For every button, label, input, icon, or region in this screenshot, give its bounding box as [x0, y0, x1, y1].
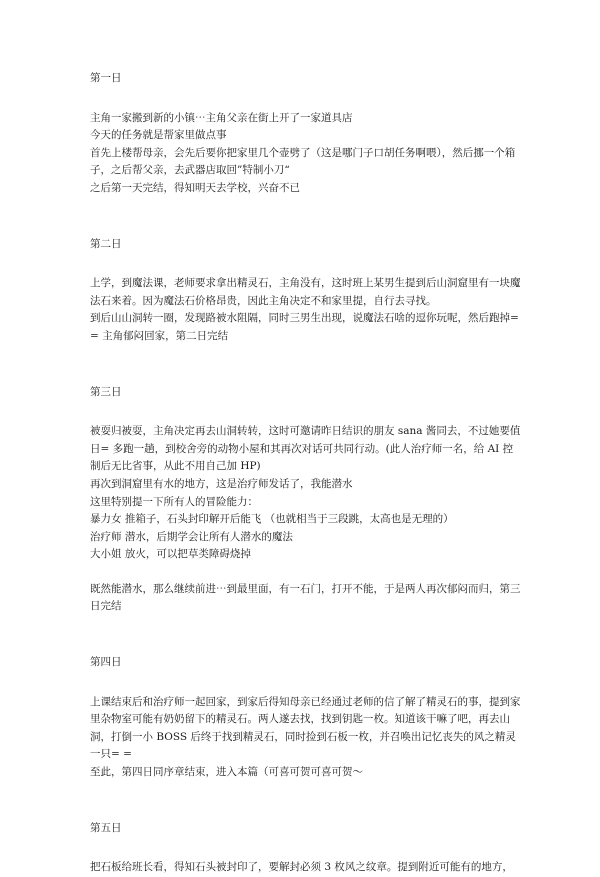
section-day-4 [90, 654, 522, 782]
section-title: 第二日 [90, 237, 122, 250]
paragraph-line: 暴力女 推箱子，石头封印解开后能飞 （也就相当于三段跳，太高也是无理的） [90, 513, 454, 526]
paragraph-line: 既然能潜水，那么继续前进⋯到最里面，有一石门，打开不能，于是两人再次郁闷而归，第三日完结 [90, 582, 521, 613]
paragraph-line: 被耍归被耍，主角决定再去山洞转转，这时可邀请昨日结识的朋友 sana 酱同去，不过她要值日= 多跑一趟，到校舍旁的动物小屋和其再次对话可共同行动。(此人治疗师一名，给 AI 控制后无比省事，从此不用自己加 HP) [90, 425, 521, 473]
paragraph-line: 主角一家搬到新的小镇⋯主角父亲在街上开了一家道具店 [90, 111, 353, 124]
paragraph-line: 把石板给班长看，得知石头被封印了，要解封必须 3 枚风之纹章。提到附近可能有的地方， [90, 861, 513, 874]
paragraph-line: 至此，第四日同序章结束，进入本篇（可喜可贺可喜可贺〜 [90, 766, 363, 779]
paragraph-line: 到后山山洞转一圈，发现路被水阻隔，同时三男生出现，说魔法石啥的逗你玩呢，然后跑掉= = 主角郁闷回家，第二日完结 [90, 312, 519, 342]
section-title: 第三日 [90, 385, 122, 398]
paragraph-line: 今天的任务就是帮家里做点事 [90, 129, 227, 142]
section-title: 第四日 [90, 656, 122, 669]
section-day-3 [90, 384, 522, 617]
paragraph-line: 再次到洞窟里有水的地方，这是治疗师发话了，我能潜水 [90, 477, 353, 490]
section-day-5 [90, 820, 522, 877]
paragraph-line: 首先上楼帮母亲，会先后要你把家里几个壶劈了（这是哪门子口胡任务啊喂），然后挪一个箱子，之后帮父亲，去武器店取回”特制小刀“ [90, 146, 516, 177]
paragraph-line: 大小姐 放火，可以把草类障碍烧掉 [90, 548, 251, 561]
paragraph-line: 这里特别提一下所有人的冒险能力： [90, 495, 258, 508]
section-title: 第一日 [90, 72, 122, 84]
section-day-2 [90, 236, 522, 346]
paragraph-line: 上课结束后和治疗师一起回家，到家后得知母亲已经通过老师的信了解了精灵石的事，提到家里杂物室可能有奶奶留下的精灵石。两人遂去找，找到钥匙一枚。知道该干嘛了吧，再去山洞，打倒一小 BOSS 后终于找到精灵石，同时捡到石板一枚，并召唤出记忆丧失的风之精灵一只= = [90, 695, 521, 761]
paragraph-line: 上学，到魔法课，老师要求拿出精灵石，主角没有，这时班上某男生提到后山洞窟里有一块魔法石来着。因为魔法石价格昂贵，因此主角决定不和家里提，自行去寻找。 [90, 277, 521, 307]
section-title: 第五日 [90, 821, 122, 834]
section-day-1 [90, 70, 522, 198]
paragraph-line: 治疗师 潜水，后期学会让所有人潜水的魔法 [90, 530, 293, 543]
paragraph-line: 之后第一天完结，得知明天去学校，兴奋不已 [90, 181, 300, 194]
